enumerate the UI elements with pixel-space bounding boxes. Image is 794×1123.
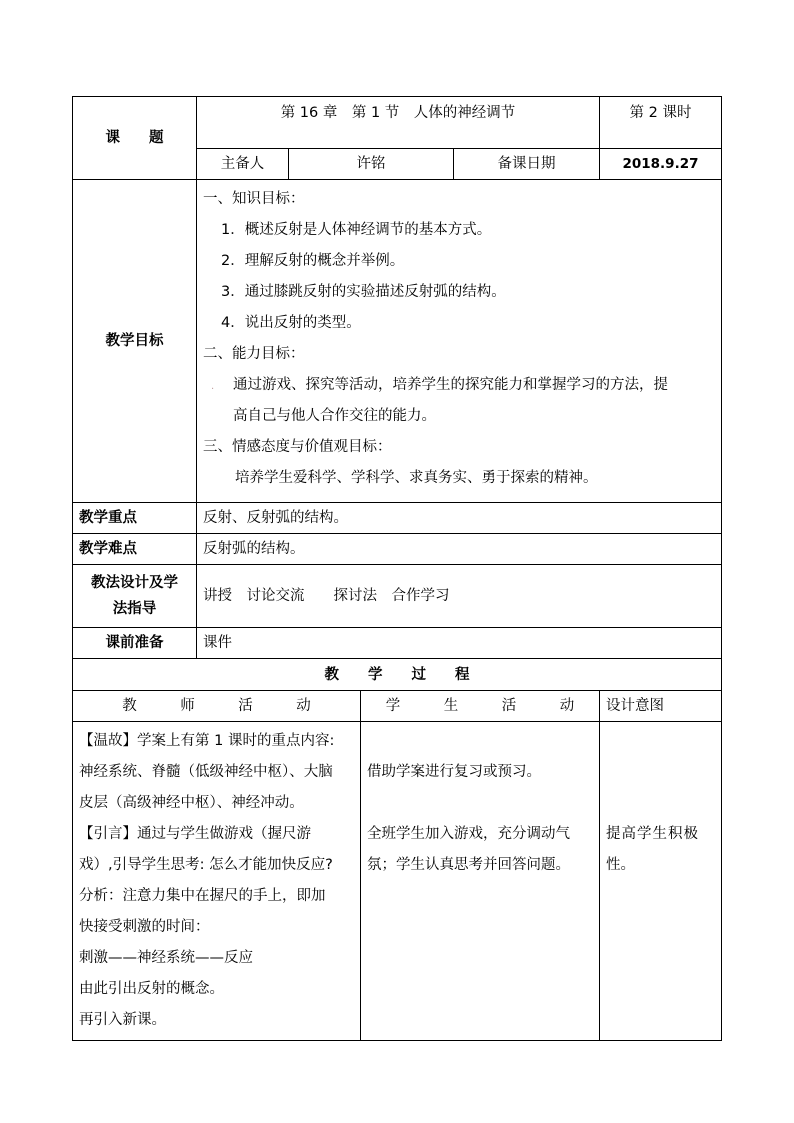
ability-line-1 xyxy=(203,370,715,401)
objectives-label: 教学目标 xyxy=(73,180,197,503)
preparer-name: 许铭 xyxy=(289,149,454,180)
knowledge-title: 一、知识目标： xyxy=(203,191,305,207)
student-activity-header: 学 生 活 动 xyxy=(361,691,600,722)
teacher-line: 刺激——神经系统——反应 xyxy=(79,950,253,966)
bullet-dot-icon: . xyxy=(211,381,215,392)
student-line: 借助学案进行复习或预习。 xyxy=(367,764,541,780)
methods-label-line-1: 教法设计及学 xyxy=(91,575,178,591)
key-point-label: 教学重点 xyxy=(73,503,197,534)
topic-label: 课 题 xyxy=(73,97,197,180)
design-intent-content xyxy=(600,722,722,1041)
knowledge-item: 4．说出反射的类型。 xyxy=(221,315,361,331)
preparation-label: 课前准备 xyxy=(73,628,197,659)
student-line: 氛；学生认真思考并回答问题。 xyxy=(367,857,570,873)
knowledge-item: 3．通过膝跳反射的实验描述反射弧的结构。 xyxy=(221,284,506,300)
student-line: 全班学生加入游戏，充分调动气 xyxy=(367,826,570,842)
emotion-title: 三、情感态度与价值观目标： xyxy=(203,439,392,455)
methods-label xyxy=(73,565,197,628)
process-title: 教 学 过 程 xyxy=(73,659,722,691)
teacher-line: 【温故】学案上有第 1 课时的重点内容: xyxy=(79,733,335,749)
date-label: 备课日期 xyxy=(454,149,600,180)
teacher-line: 神经系统、脊髓（低级神经中枢）、大脑 xyxy=(79,764,333,780)
period-value: 第 2 课时 xyxy=(600,97,722,149)
teacher-line: 【引言】通过与学生做游戏（握尺游 xyxy=(79,826,311,842)
emotion-item: 培养学生爱科学、学科学、求真务实、勇于探索的精神。 xyxy=(235,470,598,486)
knowledge-item: 2．理解反射的概念并举例。 xyxy=(221,253,405,269)
teacher-line: 戏）,引导学生思考: 怎么才能加快反应? xyxy=(79,857,333,873)
key-point-value: 反射、反射弧的结构。 xyxy=(197,503,722,534)
preparation-value: 课件 xyxy=(197,628,722,659)
topic-value: 第 16 章 第 1 节 人体的神经调节 xyxy=(197,97,600,149)
teacher-line: 再引入新课。 xyxy=(79,1012,166,1028)
teacher-activity-header: 教 师 活 动 xyxy=(73,691,361,722)
teacher-line: 由此引出反射的概念。 xyxy=(79,981,224,997)
design-intent-header: 设计意图 xyxy=(600,691,722,722)
difficulty-label: 教学难点 xyxy=(73,534,197,565)
knowledge-item: 1．概述反射是人体神经调节的基本方式。 xyxy=(221,222,492,238)
intent-line: 性。 xyxy=(606,857,635,873)
difficulty-value: 反射弧的结构。 xyxy=(197,534,722,565)
ability-line-2: 高自己与他人合作交往的能力。 xyxy=(233,408,436,424)
teacher-line: 快接受刺激的时间： xyxy=(79,919,210,935)
date-value: 2018.9.27 xyxy=(600,149,722,180)
student-activity-content xyxy=(361,722,600,1041)
objectives-content xyxy=(197,180,722,503)
methods-value: 讲授 讨论交流 探讨法 合作学习 xyxy=(197,565,722,628)
ability-text-1: 通过游戏、探究等活动，培养学生的探究能力和掌握学习的方法，提 xyxy=(233,377,668,393)
preparer-label: 主备人 xyxy=(197,149,289,180)
teacher-line: 分析：注意力集中在握尺的手上，即加 xyxy=(79,888,326,904)
lesson-plan-table xyxy=(72,96,722,1041)
teacher-line: 皮层（高级神经中枢）、神经冲动。 xyxy=(79,795,304,811)
teacher-activity-content xyxy=(73,722,361,1041)
intent-line: 提高学生积极 xyxy=(606,826,699,842)
ability-title: 二、能力目标： xyxy=(203,346,305,362)
methods-label-line-2: 法指导 xyxy=(112,601,157,617)
